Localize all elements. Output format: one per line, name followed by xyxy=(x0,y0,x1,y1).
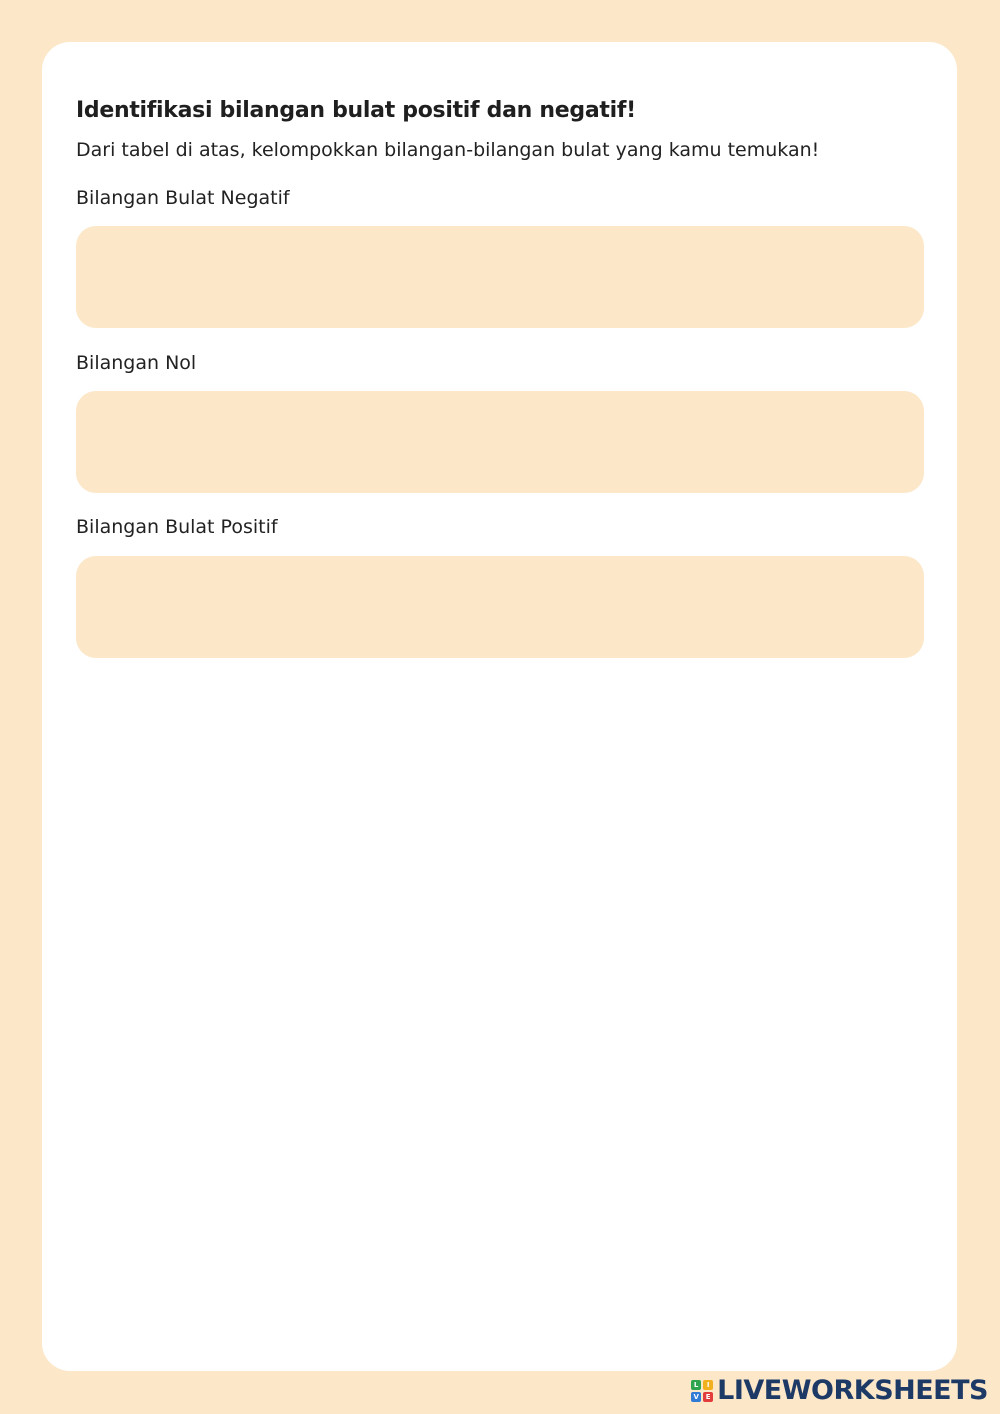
worksheet-card xyxy=(42,42,957,1371)
logo-letter-v: V xyxy=(691,1392,701,1402)
answer-box-negative-integers[interactable] xyxy=(76,226,924,328)
answer-box-zero[interactable] xyxy=(76,391,924,493)
logo-letter-l: L xyxy=(691,1380,701,1390)
worksheet-instruction: Dari tabel di atas, kelompokkan bilangan-bilangan bulat yang kamu temukan! xyxy=(76,139,820,161)
label-negative-integers: Bilangan Bulat Negatif xyxy=(76,187,290,209)
logo-letter-e: E xyxy=(703,1392,713,1402)
brand-name: LIVEWORKSHEETS xyxy=(717,1375,988,1406)
label-zero: Bilangan Nol xyxy=(76,352,197,374)
label-positive-integers: Bilangan Bulat Positif xyxy=(76,516,278,538)
liveworksheets-brand xyxy=(691,1375,988,1406)
answer-box-positive-integers[interactable] xyxy=(76,556,924,658)
logo-letter-i: I xyxy=(703,1380,713,1390)
worksheet-title: Identifikasi bilangan bulat positif dan negatif! xyxy=(76,98,636,123)
liveworksheets-logo-icon xyxy=(691,1380,713,1402)
